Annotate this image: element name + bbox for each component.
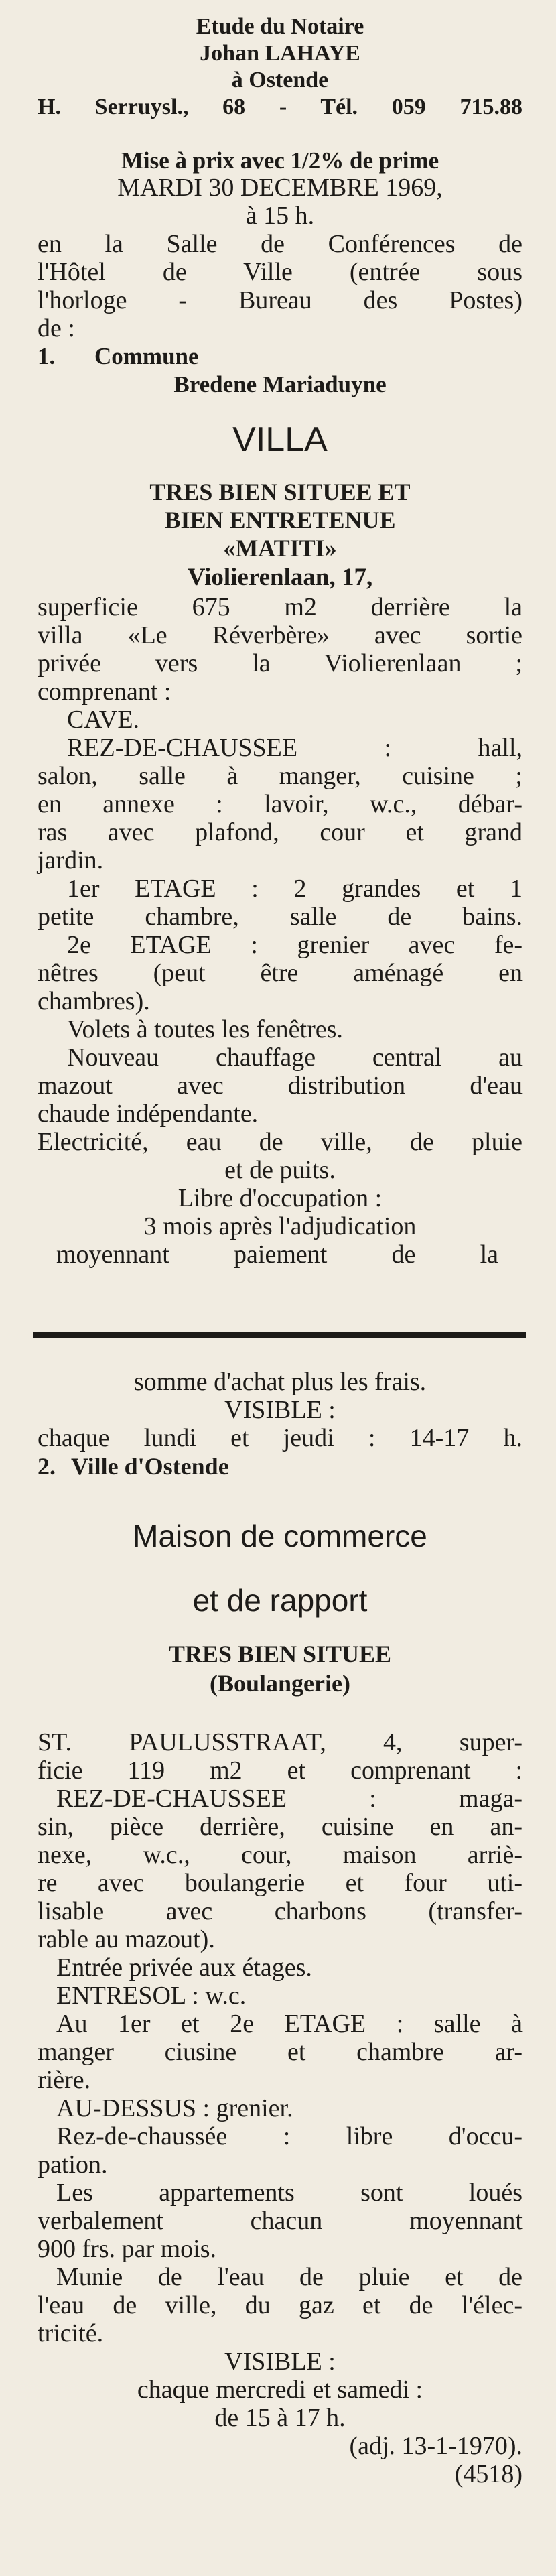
lot-2-description-1: TRES BIEN SITUEE — [168, 1640, 392, 1667]
lot-1-body-line: salon, salle à manger, cuisine ; — [38, 762, 523, 790]
starting-price: Mise à prix avec 1/2% de prime — [121, 147, 439, 174]
lot-1-body-line: villa «Le Réverbère» avec sortie — [38, 621, 523, 649]
lot-1-number: 1. — [38, 343, 56, 369]
lot-1-body-line: ras avec plafond, cour et grand — [38, 818, 523, 846]
lot-1-body-line: 3 mois après l'adjudication — [143, 1212, 417, 1240]
lot-1-continued-line: somme d'achat plus les frais. — [133, 1368, 427, 1396]
lot-2-property-type-1: Maison de commerce — [133, 1519, 427, 1553]
lot-2-body-line: re avec boulangerie et four uti- — [38, 1869, 523, 1897]
lot-1-place: Bredene Mariaduyne — [173, 371, 387, 397]
lot-2-body-line: rable au mazout). — [38, 1925, 215, 1953]
lot-2-place: Ville d'Ostende — [71, 1453, 229, 1480]
lot-2-visiting-hours: de 15 à 17 h. — [214, 2404, 346, 2432]
lot-1-body-line: comprenant : — [38, 678, 171, 706]
lot-2-property-type-2: et de rapport — [192, 1583, 368, 1618]
lot-1-body-line: petite chambre, salle de bains. — [38, 903, 523, 931]
lot-2-body-line: ST. PAULUSSTRAAT, 4, super- — [38, 1728, 523, 1756]
lot-2-body-line: manger ciusine et chambre ar- — [38, 2038, 523, 2066]
lot-2-description-2: (Boulangerie) — [210, 1670, 350, 1697]
lot-1-body-line: en annexe : lavoir, w.c., débar- — [38, 790, 523, 818]
lot-2-body-line: rière. — [38, 2066, 91, 2094]
lot-1-property-type: VILLA — [232, 420, 328, 459]
lot-1-body-line: chambres). — [38, 987, 150, 1015]
lot-2-heading — [38, 1452, 523, 1481]
lot-1-description-2: BIEN ENTRETENUE — [164, 507, 396, 533]
lot-1-body-line: mazout avec distribution d'eau — [38, 1072, 523, 1100]
lot-1-villa-name: «MATITI» — [223, 535, 337, 562]
lot-1-body-line: Libre d'occupation : — [178, 1184, 383, 1212]
lot-2-number: 2. — [38, 1453, 56, 1480]
lot-1-body-line: jardin. — [38, 846, 104, 875]
lot-1-body-line: 2e ETAGE : grenier avec fe- — [67, 931, 523, 959]
lot-2-body-line: pation. — [38, 2150, 108, 2179]
notary-address: H. Serruysl., 68 - Tél. 059 715.88 — [38, 94, 523, 119]
lot-2-body-line: Les appartements sont loués — [56, 2179, 523, 2207]
lot-2-body-line: REZ-DE-CHAUSSEE : maga- — [56, 1785, 523, 1813]
notary-office: Etude du Notaire — [196, 14, 364, 39]
lot-1-body-line: moyennant paiement de la — [56, 1240, 498, 1269]
lot-2-body-line: nexe, w.c., cour, maison arriè- — [38, 1841, 523, 1869]
auction-venue-line-1: en la Salle de Conférences de — [38, 230, 523, 258]
lot-1-body-line: chaude indépendante. — [38, 1100, 259, 1128]
lot-1-body-line: Volets à toutes les fenêtres. — [67, 1015, 343, 1043]
lot-1-body-line: superficie 675 m2 derrière la — [38, 593, 523, 621]
lot-1-body-line: REZ-DE-CHAUSSEE : hall, — [67, 734, 523, 762]
lot-1-body-line: nêtres (peut être aménagé en — [38, 959, 523, 987]
reference-number: (4518) — [454, 2460, 523, 2488]
lot-1-body-line: privée vers la Violierenlaan ; — [38, 649, 523, 678]
lot-2-visible-label: VISIBLE : — [224, 2347, 336, 2376]
column-divider — [33, 1332, 526, 1338]
auction-venue-line-4: de : — [38, 314, 75, 342]
lot-2-body-line: ENTRESOL : w.c. — [56, 1982, 247, 2010]
lot-1-body-line: CAVE. — [67, 706, 140, 734]
notary-name: Johan LAHAYE — [200, 41, 360, 66]
auction-date: MARDI 30 DECEMBRE 1969, — [117, 174, 443, 202]
lot-1-body-line: 1er ETAGE : 2 grandes et 1 — [67, 875, 523, 903]
auction-venue-line-2: l'Hôtel de Ville (entrée sous — [38, 258, 523, 286]
lot-2-body-line: Entrée privée aux étages. — [56, 1953, 312, 1982]
lot-2-body-line: verbalement chacun moyennant — [38, 2207, 523, 2235]
auction-time: à 15 h. — [245, 202, 315, 230]
lot-2-body-line: 900 frs. par mois. — [38, 2235, 217, 2263]
lot-1-visible-label: VISIBLE : — [224, 1396, 336, 1424]
auction-venue-line-3: l'horloge - Bureau des Postes) — [38, 286, 523, 314]
lot-2-body-line: Munie de l'eau de pluie et de — [56, 2263, 523, 2291]
lot-2-body-line: Au 1er et 2e ETAGE : salle à — [56, 2010, 523, 2038]
lot-1-body-line: et de puits. — [224, 1156, 336, 1184]
lot-1-description-1: TRES BIEN SITUEE ET — [149, 478, 411, 505]
lot-1-heading — [38, 342, 523, 371]
lot-2-body-line: ficie 119 m2 et comprenant : — [38, 1756, 523, 1785]
lot-2-body-line: tricité. — [38, 2319, 104, 2347]
lot-2-visiting-days: chaque mercredi et samedi : — [137, 2376, 423, 2404]
lot-1-body-line: Nouveau chauffage central au — [67, 1043, 523, 1072]
lot-2-body-line: l'eau de ville, du gaz et de l'élec- — [38, 2291, 523, 2319]
lot-1-commune: Commune — [94, 343, 199, 369]
lot-1-body-line: Electricité, eau de ville, de pluie — [38, 1128, 523, 1156]
lot-2-body-line: sin, pièce derrière, cuisine en an- — [38, 1813, 523, 1841]
lot-2-body-line: lisable avec charbons (transfer- — [38, 1897, 523, 1925]
notary-city: à Ostende — [231, 68, 329, 92]
lot-2-body-line: Rez-de-chaussée : libre d'occu- — [56, 2122, 523, 2150]
lot-1-visiting-hours: chaque lundi et jeudi : 14-17 h. — [38, 1424, 523, 1452]
adjudication-date: (adj. 13-1-1970). — [349, 2432, 523, 2460]
lot-1-street: Violierenlaan, 17, — [187, 564, 373, 591]
lot-2-body-line: AU-DESSUS : grenier. — [56, 2094, 293, 2122]
